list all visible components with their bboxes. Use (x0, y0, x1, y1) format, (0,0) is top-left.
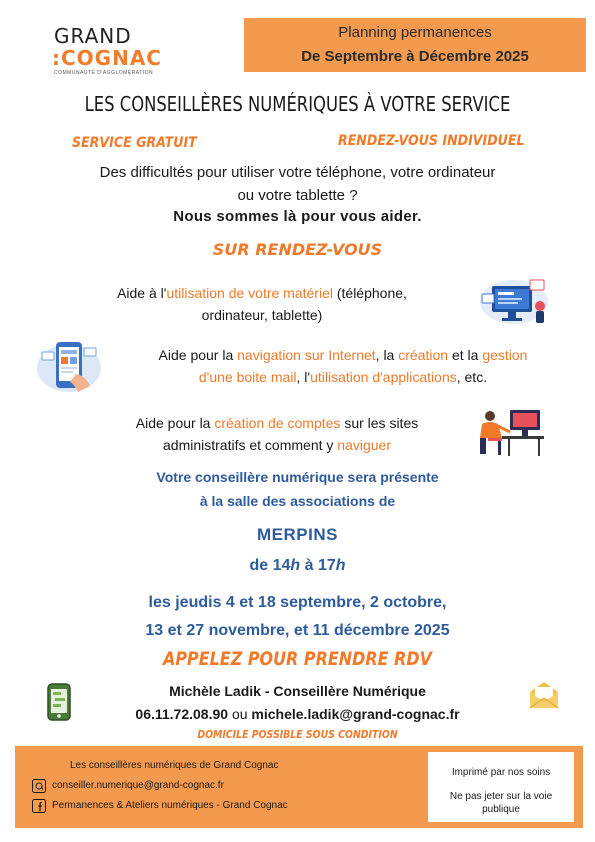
footer-ne-pas-jeter-2: publique (482, 804, 520, 815)
contact-name: Michèle Ladik - Conseillère Numérique (169, 683, 426, 699)
aide2-text-2: , la (375, 347, 399, 363)
contact-info (0, 680, 595, 726)
intro-bold: Nous sommes là pour vous aider. (173, 208, 422, 225)
aide3-text-3: administratifs et comment y (163, 437, 338, 453)
person-desk-illustration-icon (474, 404, 546, 458)
header-period: De Septembre à Décembre 2025 (301, 48, 529, 65)
page-title: LES CONSEILLÈRES NUMÉRIQUES À VOTRE SERVICE (84, 92, 511, 116)
aide-materiel (72, 282, 452, 326)
lieu-merpins: MERPINS (257, 525, 338, 544)
service-gratuit-heading: SERVICE GRATUIT (72, 135, 197, 151)
intro-text (0, 161, 595, 207)
rdv-individuel-heading: RENDEZ-VOUS INDIVIDUEL (338, 133, 525, 149)
aide2-text-1: Aide pour la (158, 347, 238, 363)
footer-print-box (428, 752, 574, 822)
aide2-text-5: , etc. (456, 369, 488, 385)
dates-permanences (0, 589, 595, 645)
horaire-h2: h (335, 557, 346, 574)
footer-title: Les conseillères numériques de Grand Cognac (70, 760, 279, 771)
aide2-highlight-2: création (398, 347, 449, 363)
header-planning: Planning permanences (338, 24, 492, 41)
smartphone-illustration-icon (36, 338, 102, 394)
aide1-highlight: utilisation de votre matériel (166, 285, 333, 301)
aide2-highlight-3: gestion (482, 347, 528, 363)
aide2-text-3: et la (448, 347, 483, 363)
grand-cognac-logo (48, 22, 166, 80)
logo-subtitle: COMMUNAUTÉ D'AGGLOMÉRATION (54, 70, 154, 76)
contact-phone[interactable]: 06.11.72.08.90 (135, 706, 229, 722)
aide2-highlight-1: navigation sur Internet (237, 347, 376, 363)
computer-illustration-icon (478, 272, 550, 326)
sur-rdv-heading: SUR RENDEZ-VOUS (212, 240, 383, 259)
intro-line-1: Des difficultés pour utiliser votre téléphone, votre ordinateur (99, 164, 496, 181)
domicile-note: DOMICILE POSSIBLE SOUS CONDITION (197, 728, 398, 741)
aide1-line-2: ordinateur, tablette) (201, 307, 323, 323)
horaire-start: de 14 (249, 557, 291, 574)
aide3-highlight-1: création de comptes (214, 415, 341, 431)
aide2-highlight-5: utilisation d'applications (310, 369, 457, 385)
aide3-text-2: sur les sites (340, 415, 419, 431)
logo-cognac: :COGNAC (52, 46, 162, 70)
intro-line-2: ou votre tablette ? (237, 187, 358, 204)
horaire-end: à 17 (300, 557, 336, 574)
presence-line-1: Votre conseillère numérique sera présente (156, 469, 439, 485)
facebook-icon (32, 799, 46, 813)
presence-info (0, 465, 595, 513)
aide2-text-4: , l' (296, 369, 311, 385)
aide-internet (108, 344, 578, 388)
contact-ou: ou (228, 706, 252, 722)
aide1-text-2: (téléphone, (332, 285, 407, 301)
email-icon (32, 779, 46, 793)
presence-line-2: à la salle des associations de (199, 493, 396, 509)
aide1-text: Aide à l' (117, 285, 167, 301)
footer-email[interactable]: conseiller.numerique@grand-cognac.fr (52, 780, 224, 791)
aide-comptes (92, 412, 462, 456)
aide3-highlight-2: naviguer (337, 437, 391, 453)
appelez-rdv-heading: APPELEZ POUR PRENDRE RDV (162, 648, 433, 670)
logo-grand: GRAND (54, 24, 132, 48)
aide2-highlight-4: d'une boite mail (198, 369, 297, 385)
header-band (244, 18, 586, 72)
footer-imprime: Imprimé par nos soins (451, 767, 551, 778)
aide3-text-1: Aide pour la (135, 415, 215, 431)
footer-facebook[interactable]: Permanences & Ateliers numériques - Grand Cognac (52, 800, 288, 811)
contact-email[interactable]: michele.ladik@grand-cognac.fr (251, 706, 460, 722)
dates-line-2: 13 et 27 novembre, et 11 décembre 2025 (145, 622, 450, 639)
footer-ne-pas-jeter-1: Ne pas jeter sur la voie (449, 791, 553, 802)
horaire (0, 557, 595, 575)
dates-line-1: les jeudis 4 et 18 septembre, 2 octobre, (148, 594, 447, 611)
horaire-h1: h (290, 557, 301, 574)
